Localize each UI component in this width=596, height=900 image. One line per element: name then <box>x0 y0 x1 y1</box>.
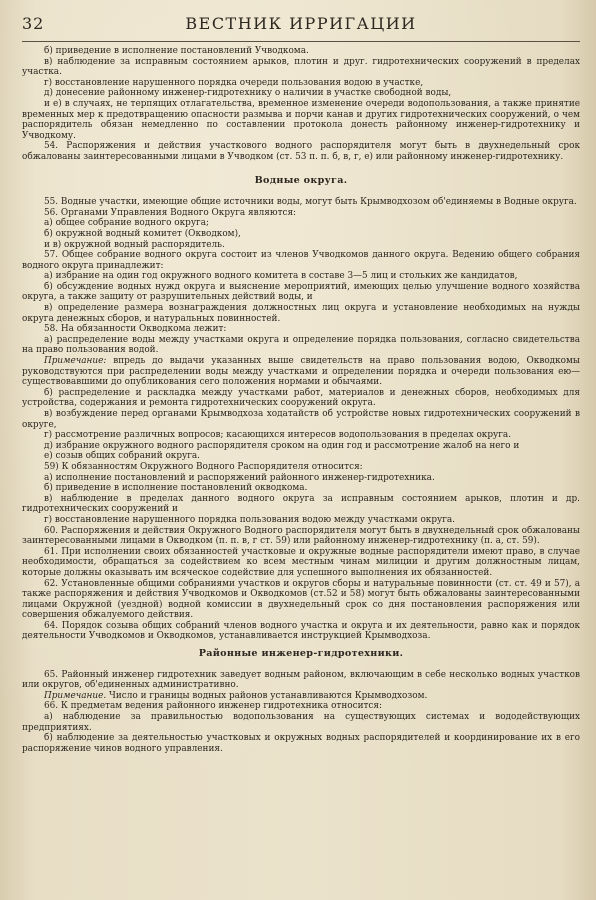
paragraph: г) восстановление нарушенного порядка пользования водою между участками округа. <box>44 514 455 525</box>
paragraph: а) наблюдение за правильностью водопользования на существующих системах и вододействующих предприятиях. <box>22 712 580 733</box>
note-text: Число и границы водных районов устанавливаются Крымводхозом. <box>106 690 428 701</box>
note-text: впредь до выдачи указанных выше свидетельств на право пользования водою, Окводкомы руководствуются при распределении воды между участками и определении порядка и очереди пользования ею—существовавшими до опубликования сего положения нормами и обычаями. <box>22 356 580 388</box>
paragraph: б) наблюдение за деятельностью участковых и окружных водных распорядителей и координирование их в его распоряжение чинов водного управления. <box>22 733 580 754</box>
paragraph: г) восстановление нарушенного порядка очереди пользования водою в участке, <box>44 77 424 88</box>
paragraph: б) обсуждение водных нужд округа и выяснение мероприятий, имеющих целью улучшение водного хозяйства округа, а также защиту от разрушительных действий воды, и <box>22 281 580 303</box>
paragraph: а) избрание на один год окружного водного комитета в составе 3—5 лиц и стольких же кандидатов, <box>44 271 518 282</box>
section-water-plots-continued <box>22 46 580 163</box>
section-heading-district-engineers: Районные инженер-гидротехники. <box>198 648 404 660</box>
paragraph: е) созыв общих собраний округа. <box>44 451 201 462</box>
paragraph: 58. На обязанности Окводкома лежит: <box>44 324 227 335</box>
page-header <box>22 14 580 42</box>
note-paragraph <box>22 356 580 388</box>
journal-title: ВЕСТНИК ИРРИГАЦИИ <box>185 14 417 33</box>
paragraph: 66. К предметам ведения районного инженер гидротехника относится: <box>44 701 382 712</box>
paragraph: 65. Районный инженер гидротехник заведует водным районом, включающим в себе несколько водных участков или округов, об'единенных административно. <box>22 669 580 691</box>
paragraph: д) донесение районному инженер-гидротехнику о наличии в участке свободной воды, <box>44 88 452 99</box>
paragraph: в) наблюдение за исправным состоянием арыков, плотин и друг. гидротехнических сооружений в пределах участка. <box>22 56 580 78</box>
paragraph: и е) в случаях, не терпящих отлагательства, временное изменение очереди водопользования, а также принятие временных мер к предотвращению опасности размыва и порчи канав и других гидротехнических сооружений, о чем распорядитель обязан немедленно по составлении протокола донесть районному инженер-гидротехнику и Учводкому. <box>22 98 580 141</box>
document-body <box>22 46 580 754</box>
paragraph: б) приведение в исполнение постановлений Учводкома. <box>44 46 309 56</box>
section-district-engineers <box>22 670 580 755</box>
paragraph: 60. Распоряжения и действия Окружного Водного распорядителя могут быть в двухнедельный срок обжалованы заинтересованными лицами в Окводком (п. п. в, г ст. 59) или районному инженер-гидротехнику (п. а, ст. 59). <box>22 525 580 547</box>
note-label: Примечание: <box>44 356 107 367</box>
note-label: Примечание. <box>44 690 107 701</box>
paragraph: г) рассмотрение различных вопросов; касающихся интересов водопользования в пределах округа. <box>44 430 512 441</box>
paragraph: 55. Водные участки, имеющие общие источники воды, могут быть Крымводхозом об'единяемы в Водные округа. <box>44 197 577 208</box>
section-heading-water-districts: Водные округа. <box>254 174 348 186</box>
paragraph: в) возбуждение перед органами Крымводхоза ходатайств об устройстве новых гидротехнических сооружений в округе, <box>22 409 580 430</box>
paragraph: а) исполнение постановлений и распоряжений районного инженер-гидротехника. <box>44 472 435 483</box>
page-number: 32 <box>22 14 45 33</box>
paragraph: 59) К обязанностям Окружного Водного Распорядителя относится: <box>44 461 363 472</box>
paragraph: в) наблюдение в пределах данного водного округа за исправным состоянием арыков, плотин и др. гидротехнических сооружений и <box>22 493 580 515</box>
paragraph: 62. Установленные общими собраниями участков и округов сборы и натуральные повинности (ст. ст. 49 и 57), а также распоряжения и действия Учводкомов и Окводкомов (ст.52 и 58) могут быть обжалованы заинтересованными лицами Окружной (уездной) водной комиссии в двухнедельный срок со дня постановления распоряжения или совершения обжалуемого действия. <box>22 578 580 621</box>
paragraph: 64. Порядок созыва общих собраний членов водного участка и округа и их деятельности, равно как и порядок деятельности Учводкомов и Окводкомов, устанавливается инструкцией Крымводхоза. <box>22 620 580 642</box>
paragraph: 57. Общее собрание водного округа состоит из членов Учводкомов данного округа. Ведению общего собрания водного округа принадлежит: <box>22 250 580 271</box>
paragraph: б) окружной водный комитет (Окводком), <box>44 228 241 239</box>
paragraph: б) распределение и раскладка между участками работ, материалов и денежных сборов, необходимых для устройства, содержания и ремонта гидротехнических сооружений округа. <box>22 387 580 409</box>
paragraph: а) распределение воды между участками округа и определение порядка пользования, согласно свидетельства на право пользования водой. <box>22 334 580 356</box>
section-water-districts <box>22 197 580 642</box>
paragraph: и в) окружной водный распорядитель. <box>44 239 225 250</box>
paragraph: 56. Органами Управления Водного Округа являются: <box>44 207 297 218</box>
paragraph: 54. Распоряжения и действия участкового водного распорядителя могут быть в двухнедельный срок обжалованы заинтересованными лицами в Учводком (ст. 53 п. п. б, в, г, е) или районному инженер-гидротехнику. <box>22 141 580 162</box>
paragraph: д) избрание окружного водного распорядителя сроком на один год и рассмотрение жалоб на него и <box>44 440 520 451</box>
paragraph: в) определение размера вознаграждения должностных лиц округа и установление необходимых на нужды округа денежных сборов, и натуральных повинностей. <box>22 303 580 324</box>
note-paragraph <box>22 691 580 702</box>
paragraph: 61. При исполнении своих обязанностей участковые и окружные водные распорядители имеют право, в случае необходимости, обращаться за содействием ко всем местным чинам милиции и другим должностным лицам, которые должны оказывать им всяческое содействие для успешного выполнения их обязанностей. <box>22 546 580 578</box>
paragraph: б) приведение в исполнение постановлений окводкома. <box>44 483 308 494</box>
paragraph: а) общее собрание водного округа; <box>44 218 209 229</box>
